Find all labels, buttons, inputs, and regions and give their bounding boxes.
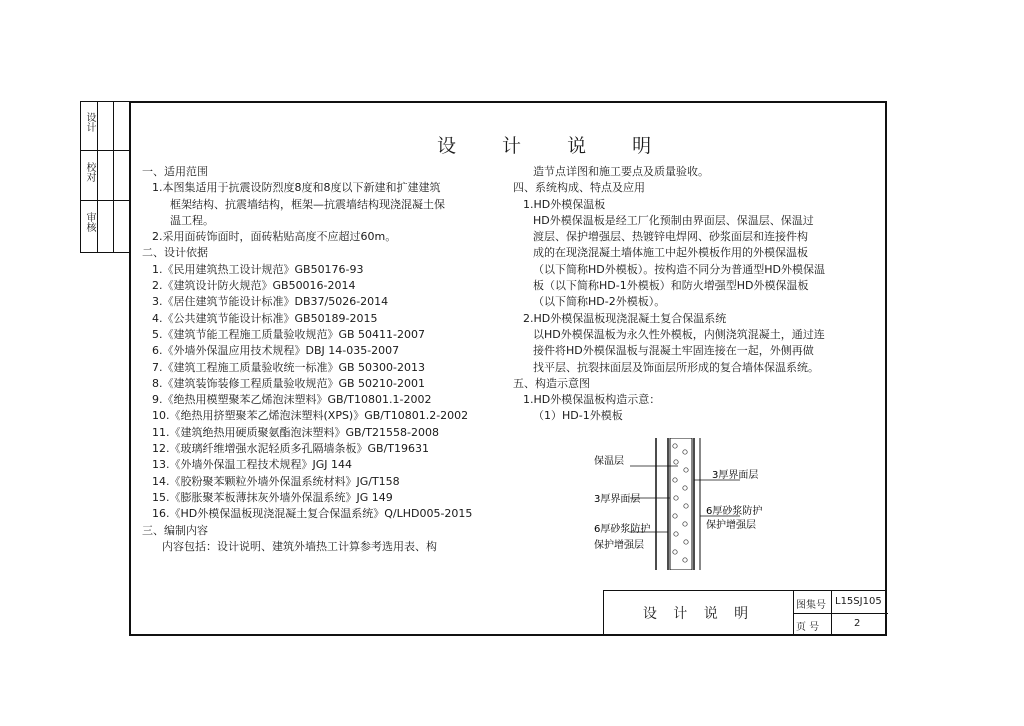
left-text-line: 14.《胶粉聚苯颗粒外墙外保温系统材料》JG/T158 — [152, 474, 400, 488]
left-text-line: 16.《HD外模保温板现浇混凝土复合保温系统》Q/LHD005-2015 — [152, 507, 473, 521]
left-text-line: 内容包括：设计说明、建筑外墙热工计算参考选用表、构 — [162, 539, 437, 553]
right-text-line: 造节点详图和施工要点及质量验收。 — [533, 165, 709, 178]
title-block — [603, 590, 887, 636]
left-text-line: 9.《绝热用模塑聚苯乙烯泡沫塑料》GB/T10801.1-2002 — [152, 393, 432, 407]
right-text-line: 1.HD外模保温板 — [523, 197, 606, 211]
label-interface-left: 3厚界面层 — [594, 494, 641, 505]
right-text-line: 接件将HD外模保温板与混凝土牢固连接在一起，外侧再做 — [533, 344, 814, 358]
left-text-column — [142, 164, 472, 555]
left-text-line: 12.《玻璃纤维增强水泥轻质多孔隔墙条板》GB/T19631 — [152, 442, 429, 456]
label-mortar-right: 6厚砂浆防护 — [706, 506, 763, 517]
left-text-line: 6.《外墙外保温应用技术规程》DBJ 14-035-2007 — [152, 344, 400, 358]
right-text-line: （以下简称HD-2外模板）。 — [533, 295, 666, 309]
stamp-label-review: 审核 — [84, 212, 95, 232]
right-text-line: （以下简称HD外模板）。按构造不同分为普通型HD外模保温 — [533, 262, 825, 276]
left-text-line: 8.《建筑装饰装修工程质量验收规范》GB 50210-2001 — [152, 376, 426, 390]
right-text-line: 成的在现浇混凝土墙体施工中起外模板作用的外模保温板 — [533, 246, 808, 260]
left-text-line: 框架结构、抗震墙结构，框架—抗震墙结构现浇混凝土保 — [170, 197, 445, 211]
left-text-line: 二、设计依据 — [142, 246, 208, 260]
label-reinforce-right: 保护增强层 — [706, 520, 756, 531]
left-text-line: 4.《公共建筑节能设计标准》GB50189-2015 — [152, 311, 378, 325]
right-text-line: 板（以下简称HD-1外模板）和防火增强型HD外模保温板 — [533, 279, 809, 293]
right-text-line: 以HD外模保温板为永久性外模板，内侧浇筑混凝土，通过连 — [533, 327, 825, 341]
left-text-line: 3.《居住建筑节能设计标准》DB37/5026-2014 — [152, 295, 389, 309]
atlas-number: L15SJ105 — [835, 596, 882, 607]
right-text-line: 找平层、抗裂抹面层及饰面层所形成的复合墙体保温系统。 — [533, 360, 819, 374]
right-text-line: 四、系统构成、特点及应用 — [513, 181, 645, 195]
title-block-name: 设 计 说 明 — [604, 591, 794, 635]
construction-diagram — [590, 438, 780, 570]
left-text-line: 2.采用面砖饰面时，面砖粘贴高度不应超过60m。 — [152, 230, 397, 244]
left-text-line: 11.《建筑绝热用硬质聚氨酯泡沫塑料》GB/T21558-2008 — [152, 425, 439, 439]
left-text-line: 13.《外墙外保温工程技术规程》JGJ 144 — [152, 458, 352, 472]
label-reinforce-left: 保护增强层 — [594, 540, 644, 551]
stamp-label-design: 设计 — [84, 112, 95, 132]
approval-stamp — [80, 101, 129, 253]
right-text-line: （1）HD-1外模板 — [533, 409, 623, 423]
right-text-line: 渡层、保护增强层、热镀锌电焊网、砂浆面层和连接件构 — [533, 230, 808, 244]
atlas-number-label: 图集号 — [796, 600, 826, 611]
label-mortar-left: 6厚砂浆防护 — [594, 524, 651, 535]
page-number-label: 页 号 — [796, 622, 820, 633]
stamp-label-check: 校对 — [84, 162, 95, 182]
left-text-line: 5.《建筑节能工程施工质量验收规范》GB 50411-2007 — [152, 327, 426, 341]
label-interface-right: 3厚界面层 — [712, 470, 759, 481]
left-text-line: 7.《建筑工程施工质量验收统一标准》GB 50300-2013 — [152, 360, 426, 374]
page-number: 2 — [854, 618, 861, 629]
right-text-line: 1.HD外模保温板构造示意： — [523, 393, 661, 407]
left-text-line: 1.本图集适用于抗震设防烈度8度和8度以下新建和扩建建筑 — [152, 181, 441, 195]
insulation-hatch — [673, 444, 688, 562]
page-title: 设 计 说 明 — [437, 135, 672, 157]
left-text-line: 温工程。 — [170, 213, 214, 227]
right-text-line: 五、构造示意图 — [513, 376, 590, 390]
left-text-line: 一、适用范围 — [142, 165, 208, 178]
left-text-line: 1.《民用建筑热工设计规范》GB50176-93 — [152, 262, 364, 276]
label-insulation: 保温层 — [594, 456, 624, 467]
right-text-line: 2.HD外模保温板现浇混凝土复合保温系统 — [523, 311, 727, 325]
left-text-line: 2.《建筑设计防火规范》GB50016-2014 — [152, 279, 356, 293]
left-text-line: 15.《膨胀聚苯板薄抹灰外墙外保温系统》JG 149 — [152, 490, 393, 504]
right-text-line: HD外模保温板是经工厂化预制由界面层、保温层、保温过 — [533, 213, 814, 227]
left-text-line: 10.《绝热用挤塑聚苯乙烯泡沫塑料(XPS)》GB/T10801.2-2002 — [152, 409, 469, 423]
right-text-column — [513, 164, 825, 425]
left-text-line: 三、编制内容 — [142, 523, 208, 537]
